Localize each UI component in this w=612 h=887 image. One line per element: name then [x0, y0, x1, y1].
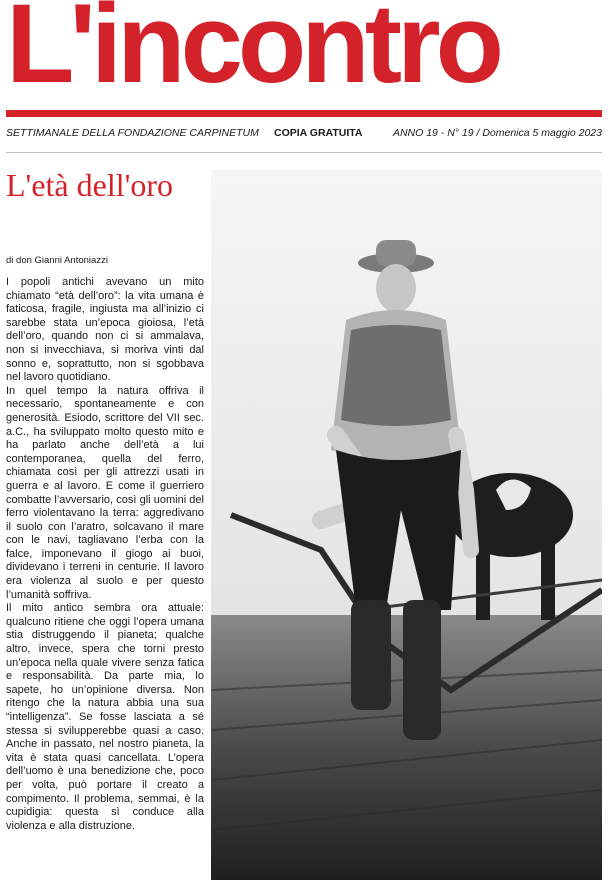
article-paragraph: I popoli antichi avevano un mito chiamato “età dell’oro”: la vita umana è faticosa, fragile, ingiusta ma all’inizio ci sarebbe stata un’epoca gioiosa, l’età dell’oro, quando non ci si ammalava, non si invecchiava, si moriva vinti dal sonno e, soprattutto, non si sgobbava nel lavoro quotidiano.: [6, 276, 204, 384]
farmer-ploughing-photo: [211, 170, 602, 880]
masthead-rule: [6, 110, 602, 117]
article-title: L'età dell'oro: [6, 167, 174, 203]
issue-info: ANNO 19 - N° 19 / Domenica 5 maggio 2023: [392, 127, 602, 139]
masthead: [6, 0, 602, 116]
price-note: COPIA GRATUITA: [274, 127, 363, 139]
article-paragraph: Il mito antico sembra ora attuale: qualcuno ritiene che oggi l’opera umana stia distruggendo il pianeta; qualche altro, invece, spera che torni presto un’epoca nella quale vivere senza fatica e responsabilità. Da parte mia, lo sapete, ho un’opinione diversa. Non ritengo che la natura abbia una sua “intelligenza”. Se fosse lasciata a sé stessa si svilupperebbe quasi a caso. Anche in passato, nel nostro pianeta, la vita è stata quasi cancellata. L’opera dell’uomo è una benedizione che, poco per volta, può portare il creato a compimento. Il problema, semmai, è la cupidigia: questa sì conduce alla violenza e alla distruzione.: [6, 602, 204, 832]
divider: [6, 152, 602, 153]
masthead-title: L'incontro: [6, 0, 499, 106]
article-paragraph: In quel tempo la natura offriva il necessario, spontaneamente e con generosità. Esiodo, scrittore del VII sec. a.C., ha sviluppato molto questo mito e ha parlato anche dell’età a lui contemporanea, quella del ferro, chiamata così per gli attrezzi usati in guerra e al lavoro. E come il guerriero combatte l’avversario, così gli uomini del ferro violentavano la terra: aggredivano il suolo con l’aratro, solcavano il mare con le navi, tagliavano l’erba con la falce, imponevano il giogo ai buoi, dividevano i terreni in centurie. Il lavoro era violenza al suolo e per questo l’umanità soffriva.: [6, 384, 204, 601]
article-body: [6, 276, 204, 833]
publication-subtitle: SETTIMANALE DELLA FONDAZIONE CARPINETUM: [6, 127, 259, 139]
article-byline: di don Gianni Antoniazzi: [6, 255, 108, 266]
info-bar: [6, 127, 602, 143]
photo-illustration: [211, 170, 602, 880]
